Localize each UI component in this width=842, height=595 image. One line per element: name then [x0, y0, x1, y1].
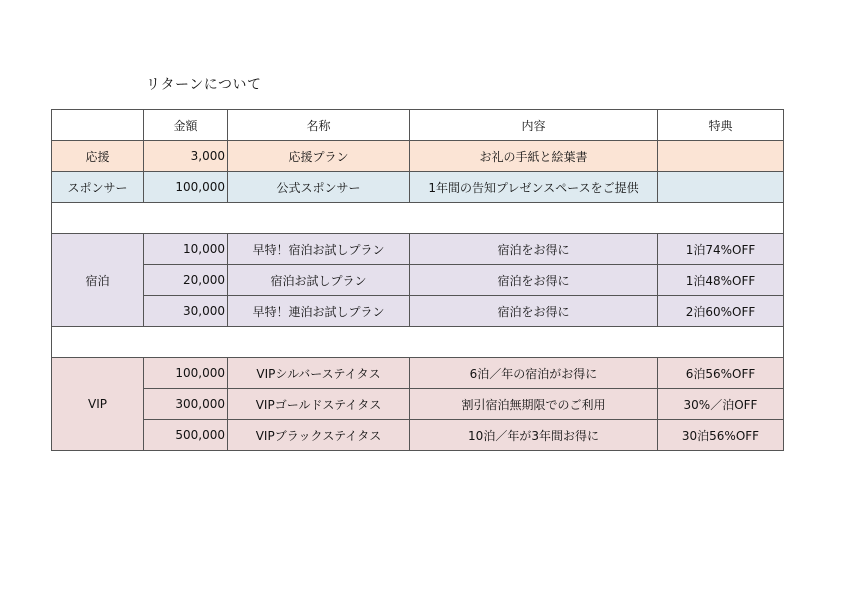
table-row: [52, 296, 784, 327]
amount-cell: 100,000: [144, 172, 228, 203]
table-row: [52, 420, 784, 451]
header-category: [52, 110, 144, 141]
benefit-cell: [658, 172, 784, 203]
table-row: [52, 265, 784, 296]
content-cell: 10泊／年が3年間お得に: [410, 420, 658, 451]
content-cell: 宿泊をお得に: [410, 296, 658, 327]
amount-cell: 20,000: [144, 265, 228, 296]
category-cell: VIP: [52, 358, 144, 451]
benefit-cell: [658, 141, 784, 172]
benefit-cell: 2泊60%OFF: [658, 296, 784, 327]
header-content: 内容: [410, 110, 658, 141]
category-cell: 宿泊: [52, 234, 144, 327]
name-cell: 早特！宿泊お試しプラン: [228, 234, 410, 265]
content-cell: 6泊／年の宿泊がお得に: [410, 358, 658, 389]
name-cell: VIPシルバーステイタス: [228, 358, 410, 389]
category-cell: スポンサー: [52, 172, 144, 203]
spacer-row: [52, 327, 784, 358]
amount-cell: 300,000: [144, 389, 228, 420]
name-cell: 宿泊お試しプラン: [228, 265, 410, 296]
benefit-cell: 6泊56%OFF: [658, 358, 784, 389]
table-row: [52, 234, 784, 265]
benefit-cell: 30泊56%OFF: [658, 420, 784, 451]
amount-cell: 500,000: [144, 420, 228, 451]
benefit-cell: 1泊48%OFF: [658, 265, 784, 296]
table-row: [52, 172, 784, 203]
benefit-cell: 30%／泊OFF: [658, 389, 784, 420]
name-cell: 公式スポンサー: [228, 172, 410, 203]
table-row: [52, 389, 784, 420]
table-row: [52, 141, 784, 172]
amount-cell: 30,000: [144, 296, 228, 327]
content-cell: 1年間の告知プレゼンスペースをご提供: [410, 172, 658, 203]
table-row: [52, 358, 784, 389]
name-cell: 応援プラン: [228, 141, 410, 172]
spacer-cell: [52, 203, 784, 234]
name-cell: 早特！連泊お試しプラン: [228, 296, 410, 327]
content-cell: お礼の手紙と絵葉書: [410, 141, 658, 172]
amount-cell: 100,000: [144, 358, 228, 389]
amount-cell: 3,000: [144, 141, 228, 172]
name-cell: VIPブラックステイタス: [228, 420, 410, 451]
amount-cell: 10,000: [144, 234, 228, 265]
content-cell: 宿泊をお得に: [410, 265, 658, 296]
header-name: 名称: [228, 110, 410, 141]
table-header-row: [52, 110, 784, 141]
header-amount: 金額: [144, 110, 228, 141]
spacer-cell: [52, 327, 784, 358]
page-title: リターンについて: [146, 77, 262, 93]
content-cell: 宿泊をお得に: [410, 234, 658, 265]
content-cell: 割引宿泊無期限でのご利用: [410, 389, 658, 420]
spacer-row: [52, 203, 784, 234]
category-cell: 応援: [52, 141, 144, 172]
returns-table: [51, 109, 784, 451]
name-cell: VIPゴールドステイタス: [228, 389, 410, 420]
benefit-cell: 1泊74%OFF: [658, 234, 784, 265]
header-benefit: 特典: [658, 110, 784, 141]
